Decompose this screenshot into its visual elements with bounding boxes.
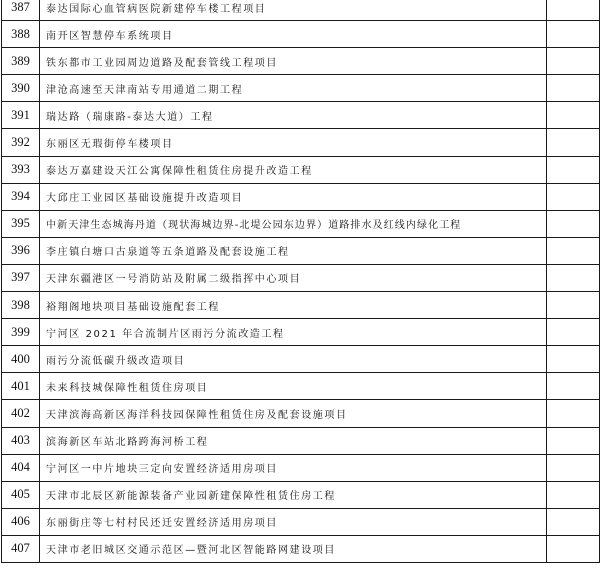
table-row: [2, 102, 600, 129]
table-row: [2, 210, 600, 237]
table-row: [2, 319, 600, 346]
row-number: 402: [2, 400, 40, 427]
row-number: 407: [2, 535, 40, 562]
project-name: 李庄镇白塘口古泉道等五条道路及配套设施工程: [40, 237, 547, 264]
project-name: 天津市北辰区新能源装备产业园新建保障性租赁住房工程: [40, 481, 547, 508]
project-name: 泰达国际心血管病医院新建停车楼工程项目: [40, 0, 547, 21]
row-number: 387: [2, 0, 40, 21]
empty-cell: [547, 400, 600, 427]
empty-cell: [547, 129, 600, 156]
project-name: 津沧高速至天津南站专用通道二期工程: [40, 75, 547, 102]
row-number: 399: [2, 319, 40, 346]
row-number: 406: [2, 508, 40, 535]
project-name: 铁东都市工业园周边道路及配套管线工程项目: [40, 48, 547, 75]
row-number: 389: [2, 48, 40, 75]
table-row: [2, 183, 600, 210]
project-name: 雨污分流低碳升级改造项目: [40, 346, 547, 373]
table-row: [2, 129, 600, 156]
project-table: [1, 0, 600, 563]
row-number: 390: [2, 75, 40, 102]
empty-cell: [547, 102, 600, 129]
table-row: [2, 21, 600, 48]
row-number: 391: [2, 102, 40, 129]
empty-cell: [547, 508, 600, 535]
project-name: 未来科技城保障性租赁住房项目: [40, 373, 547, 400]
empty-cell: [547, 210, 600, 237]
table-row: [2, 0, 600, 21]
project-name: 天津滨海高新区海洋科技园保障性租赁住房及配套设施项目: [40, 400, 547, 427]
empty-cell: [547, 48, 600, 75]
table-row: [2, 535, 600, 562]
table-row: [2, 48, 600, 75]
project-table-body: [2, 0, 600, 562]
table-row: [2, 292, 600, 319]
project-name: 瑞达路（瑞康路-泰达大道）工程: [40, 102, 547, 129]
row-number: 394: [2, 183, 40, 210]
empty-cell: [547, 264, 600, 291]
project-name: 裕翔阁地块项目基础设施配套工程: [40, 292, 547, 319]
table-row: [2, 427, 600, 454]
empty-cell: [547, 75, 600, 102]
project-name: 东丽街庄等七村村民还迁安置经济适用房项目: [40, 508, 547, 535]
table-row: [2, 400, 600, 427]
table-row: [2, 373, 600, 400]
empty-cell: [547, 0, 600, 21]
project-name: 宁河区 2021 年合流制片区雨污分流改造工程: [40, 319, 547, 346]
empty-cell: [547, 535, 600, 562]
row-number: 404: [2, 454, 40, 481]
row-number: 405: [2, 481, 40, 508]
project-name: 天津东疆港区一号消防站及附属二级指挥中心项目: [40, 264, 547, 291]
table-row: [2, 75, 600, 102]
empty-cell: [547, 346, 600, 373]
row-number: 397: [2, 264, 40, 291]
row-number: 392: [2, 129, 40, 156]
empty-cell: [547, 237, 600, 264]
empty-cell: [547, 481, 600, 508]
table-row: [2, 264, 600, 291]
row-number: 401: [2, 373, 40, 400]
row-number: 395: [2, 210, 40, 237]
empty-cell: [547, 183, 600, 210]
table-row: [2, 508, 600, 535]
project-name: 泰达万嘉建设天江公寓保障性租赁住房提升改造工程: [40, 156, 547, 183]
empty-cell: [547, 319, 600, 346]
row-number: 393: [2, 156, 40, 183]
table-row: [2, 237, 600, 264]
project-name: 东丽区无瑕街停车楼项目: [40, 129, 547, 156]
empty-cell: [547, 454, 600, 481]
table-row: [2, 346, 600, 373]
row-number: 398: [2, 292, 40, 319]
empty-cell: [547, 292, 600, 319]
project-name: 大邱庄工业园区基础设施提升改造项目: [40, 183, 547, 210]
table-row: [2, 156, 600, 183]
row-number: 396: [2, 237, 40, 264]
empty-cell: [547, 373, 600, 400]
project-name: 天津市老旧城区交通示范区—暨河北区智能路网建设项目: [40, 535, 547, 562]
project-name: 中新天津生态城海丹道（现状海城边界-北堤公园东边界）道路排水及红线内绿化工程: [40, 210, 547, 237]
empty-cell: [547, 21, 600, 48]
table-row: [2, 454, 600, 481]
empty-cell: [547, 156, 600, 183]
row-number: 403: [2, 427, 40, 454]
row-number: 400: [2, 346, 40, 373]
project-name: 宁河区一中片地块三定向安置经济适用房项目: [40, 454, 547, 481]
project-name: 南开区智慧停车系统项目: [40, 21, 547, 48]
project-name: 滨海新区车站北路跨海河桥工程: [40, 427, 547, 454]
row-number: 388: [2, 21, 40, 48]
empty-cell: [547, 427, 600, 454]
table-row: [2, 481, 600, 508]
